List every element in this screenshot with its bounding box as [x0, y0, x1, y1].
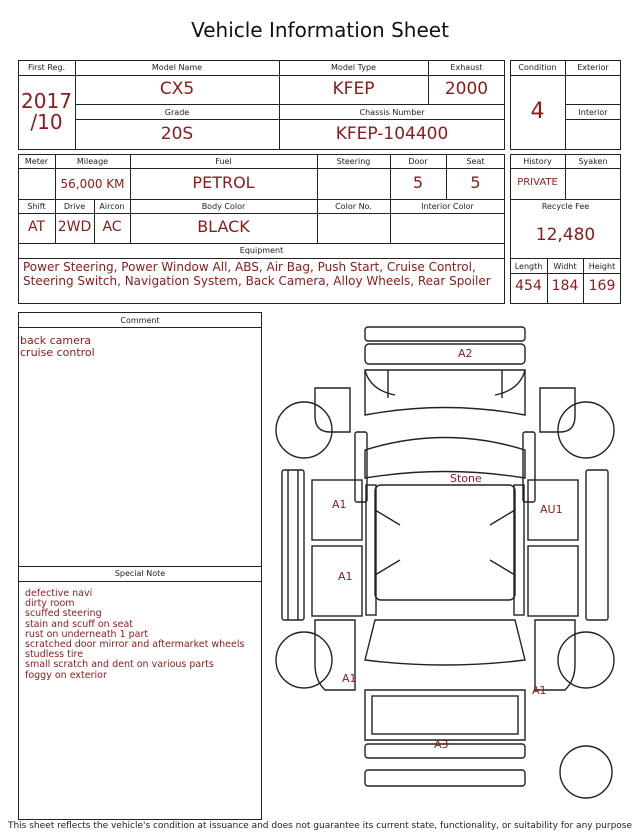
front-bumper-top [365, 327, 525, 341]
grade-value: 20S [160, 124, 194, 144]
rear-right-fender [535, 620, 575, 690]
front-bumper [365, 344, 525, 364]
damage-mark: A1 [532, 684, 547, 697]
comment-line: cruise control [20, 346, 95, 359]
left-rear-door [312, 546, 362, 616]
mileage-label: Mileage [76, 157, 109, 166]
drive-value: 2WD [57, 219, 92, 235]
door-label: Door [408, 157, 428, 166]
page-title: Vehicle Information Sheet [191, 18, 449, 42]
damage-mark: A3 [434, 738, 449, 751]
front-left-fender [315, 388, 350, 432]
comment-line: back camera [20, 334, 92, 347]
chassis-value: KFEP-104400 [335, 124, 449, 144]
model-type-value: KFEP [332, 79, 375, 99]
condition-value: 4 [530, 99, 545, 124]
seat-label: Seat [466, 157, 485, 166]
color-no-label: Color No. [335, 202, 372, 211]
disclaimer-footer: This sheet reflects the vehicle's condition at issuance and does not guarantee its current state, functionality, or suitability for any purpose [7, 821, 633, 831]
first-reg-label: First Reg. [27, 63, 66, 72]
windshield [365, 438, 525, 479]
history-label: History [523, 157, 552, 166]
special-note-line: foggy on exterior [25, 669, 107, 681]
spare-wheel [560, 746, 612, 798]
exhaust-value: 2000 [444, 79, 489, 99]
special-note-line: dirty room [25, 598, 75, 610]
damage-mark: A1 [342, 672, 357, 685]
special-note-line: scuffed steering [25, 608, 102, 620]
special-note-line: rust on underneath 1 part [25, 628, 149, 640]
grade-label: Grade [164, 108, 190, 117]
damage-mark: A1 [332, 498, 347, 511]
exhaust-label: Exhaust [450, 63, 483, 72]
front-right-fender [540, 388, 575, 432]
right-rear-door [528, 546, 578, 616]
comment-label: Comment [120, 316, 160, 325]
special-note-line: studless tire [25, 649, 84, 661]
hood [365, 370, 525, 415]
shift-label: Shift [27, 202, 46, 211]
special-note-line: defective navi [25, 588, 93, 599]
vehicle-damage-diagram [270, 320, 630, 800]
door-value: 5 [412, 173, 424, 192]
steering-label: Steering [336, 157, 371, 166]
aircon-value: AC [102, 219, 122, 235]
rear-window [365, 620, 525, 665]
shift-value: AT [27, 219, 46, 235]
tailgate [365, 690, 525, 740]
front-left-wheel [276, 402, 332, 458]
interior-color-label: Interior Color [421, 202, 474, 211]
body-color-label: Body Color [201, 202, 246, 211]
exterior-label: Exterior [577, 63, 609, 72]
damage-mark: Stone [450, 472, 482, 485]
model-name-label: Model Name [151, 63, 203, 72]
fuel-label: Fuel [215, 157, 232, 166]
chassis-label: Chassis Number [359, 108, 425, 117]
damage-mark: A2 [458, 347, 473, 360]
fuel-value: PETROL [192, 173, 255, 192]
front-right-wheel [558, 402, 614, 458]
special-note-label: Special Note [114, 569, 166, 578]
rear-right-wheel [558, 632, 614, 688]
drive-label: Drive [63, 202, 86, 211]
roof [375, 485, 515, 600]
syaken-label: Syaken [578, 157, 608, 166]
equipment-label: Equipment [239, 246, 284, 255]
interior-label: Interior [578, 108, 608, 117]
recycle-fee-label: Recycle Fee [541, 202, 590, 211]
height-value: 169 [588, 278, 616, 294]
special-note-line: small scratch and dent on various parts [25, 659, 214, 671]
damage-mark: AU1 [540, 503, 563, 516]
special-note-line: scratched door mirror and aftermarket wheels [25, 639, 245, 651]
length-value: 454 [515, 278, 542, 294]
seat-value: 5 [470, 173, 481, 192]
length-label: Length [514, 262, 543, 271]
first-reg-year: 2017 [21, 89, 72, 113]
width-label: Widht [553, 262, 577, 271]
rear-bumper-bottom [365, 770, 525, 786]
aircon-label: Aircon [99, 202, 125, 211]
first-reg-month: /10 [30, 110, 63, 134]
history-value: PRIVATE [517, 177, 558, 188]
condition-label: Condition [518, 63, 557, 72]
equipment-value: Power Steering, Power Window All, ABS, Air Bag, Push Start, Cruise Control, Steering Switch, Navigation System, Back Camera, Alloy Wheels, Rear Spoiler [23, 260, 491, 288]
special-note-line: stain and scuff on seat [25, 618, 134, 630]
model-name-value: CX5 [159, 79, 195, 99]
rear-left-wheel [276, 632, 332, 688]
damage-mark: A1 [338, 570, 353, 583]
body-color-value: BLACK [197, 217, 250, 236]
meter-label: Meter [24, 157, 49, 166]
height-label: Height [588, 262, 616, 271]
mileage-value: 56,000 KM [60, 177, 125, 191]
model-type-label: Model Type [331, 63, 376, 72]
width-value: 184 [551, 278, 579, 294]
recycle-fee-value: 12,480 [535, 225, 596, 245]
